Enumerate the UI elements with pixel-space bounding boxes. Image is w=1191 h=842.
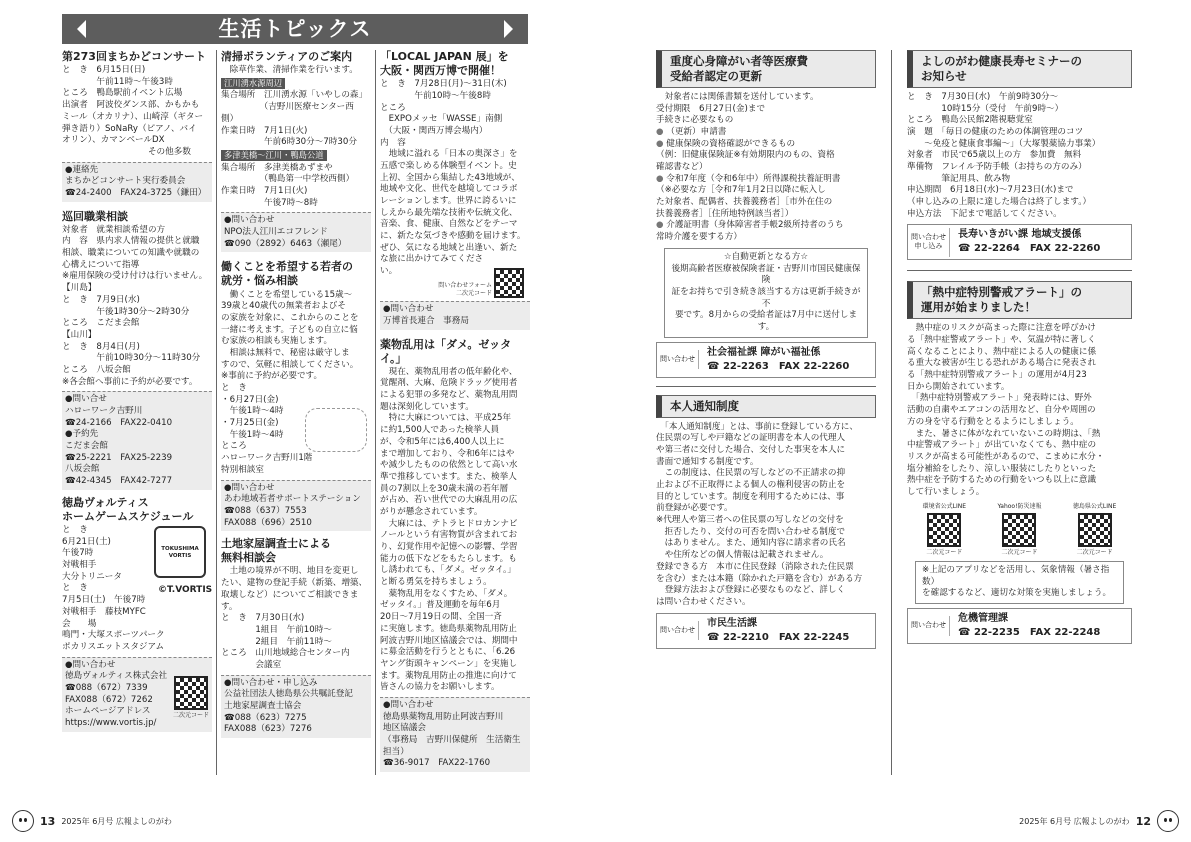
qr-pref-line: 徳島県公式LINE 二次元コード bbox=[1072, 502, 1117, 556]
cleanup-contact: ●問い合わせ NPO法人江川エコフレンド ☎090（2892）6463（瀬尾） bbox=[221, 212, 371, 252]
contact-label: 問い合わせ bbox=[657, 350, 699, 370]
heat-contact-box bbox=[907, 608, 1132, 644]
drug-body: 現在、薬物乱用者の低年齢化や、 覚醒剤、大麻、危険ドラッグ使用者 による犯罪の多発など、薬物乱用問 題は深刻化しています。 特に大麻については、平成25年 に約1,500人であった検挙人員 が、令和5年には6,400人以上に まで増加しており、令和6年にはや や減少したものの依然として高い水 準で推移しています。また、検挙人 員の7割以上を30歳未満の若年層 が占め、若い世代での大麻乱用の広 がりが懸念されています。 大麻には、テトラヒドロカンナビ ノールという有害物質が含まれてお り、幻覚作用や記憶への影響、学習 能力の低下などをもたらします。も し誘われても、「ダメ。ゼッタイ。」 と断る勇気を持ちましょう。 薬物乱用をなくすため、「ダメ。 ゼッタイ。」普及運動を毎年6月 20日〜7月19日の間、全国一斉 に実施します。徳島県薬物乱用防止 阿波吉野川地区協議会では、期間中 に募金活動を行うとともに、「6.26 ヤング街頭キャンペーン」を実施し ます。薬物乱用防止の推進に向けて 皆さんの協力をお願いします。 bbox=[380, 366, 518, 693]
notify-body: 「本人通知制度」とは、事前に登録している方に、 住民票の写しや戸籍などの証明書を本人の代理人 や第三者に交付した場合、交付した事実を本人に 書面で通知する制度です。 この制度は、住民票の写しなどの不正請求の抑 止および不正取得による個人の権利侵害の防止を 目的としています。制度を利用するためには、事 前登録が必要です。 ※代理人や第三者への住民票の写しなどの交付を 拒否したり、交付の可否を問い合わせる制度で はありません。また、通知内容に請求者の氏名 や住所などの個人情報は記載されません。 登録できる方 本市に住民登録（消除された住民票 を含む）または本籍（除かれた戸籍を含む）がある方 登録方法および登録に必要なものなど、詳しく は問い合わせください。 bbox=[656, 421, 863, 607]
vortis-qr-icon bbox=[174, 676, 208, 710]
contact-label: 問い合わせ bbox=[657, 621, 699, 641]
medical-item-2: ● 健康保険の資格確認ができるもの （例：旧健康保険証※有効期限内のもの、資格 確認書など） bbox=[656, 139, 876, 174]
seminar-contact-box bbox=[907, 224, 1132, 260]
qr-yahoo: Yahoo!防災速報 二次元コード bbox=[997, 502, 1042, 556]
medical-contact-box bbox=[656, 342, 876, 378]
footer-left bbox=[12, 810, 172, 832]
expo-qr-caption: 問い合わせフォーム 二次元コード bbox=[438, 281, 492, 297]
heat-article bbox=[907, 281, 1132, 644]
concert-body: と き 6月15日(日) 午前11時〜午後3時 ところ 鴨島駅前イベント広場 出演者 阿波佼ダンス部、かもかも ミール（オカリナ）、山崎淳（ギター 弾き語り）SoNaRy（ピアノ、バイ オリン）、カマンベールDX その他多数 bbox=[62, 65, 204, 157]
notify-article bbox=[656, 395, 876, 649]
medical-article bbox=[656, 50, 876, 378]
heat-contact: 危機管理課 ☎ 22-2235 FAX 22-2248 bbox=[958, 613, 1101, 638]
divider bbox=[216, 50, 217, 775]
cleanup-details-2: 集合場所 多津美橋あずまや （鴨島第一中学校西側） 作業日時 7月1日(火) 午後7時〜8時 bbox=[221, 162, 355, 208]
pref-line-qr-icon bbox=[1078, 513, 1112, 547]
vortis-qr-caption: 二次元コード bbox=[172, 711, 209, 719]
vortis-body: と き 6月21日(土) 午後7時 対戦相手 大分トリニータ と き 7月5日(土) 午後7時 対戦相手 藤枝MYFC 会 場 鳴門・大塚スポーツパーク ポカリスエットスタジアム bbox=[62, 525, 165, 652]
divider bbox=[656, 386, 876, 387]
land-body: 土地の境界が不明、地目を変更し たい、建物の登記手続（新築、増築、 取壊しなど）についてご相談できま す。 と き 7月30日(水) 1組目 午前10時〜 2組目 午前11時〜 ところ 山川地域総合センター内 会議室 bbox=[221, 566, 368, 670]
mascot-icon bbox=[1157, 810, 1179, 832]
notify-contact-box bbox=[656, 613, 876, 649]
land-article bbox=[221, 537, 371, 738]
column-5 bbox=[907, 50, 1132, 644]
medical-note: ☆自動更新となる方☆ 後期高齢者医療被保険者証・吉野川市国民健康保険 証をお持ちで引き続き該当する方は更新手続きが不 要です。8月からの受給者証は7月中に送付します。 bbox=[664, 248, 868, 338]
page-number-right: 12 bbox=[1135, 814, 1151, 828]
vortis-article bbox=[62, 496, 212, 732]
vortis-contact: ●問い合わせ 徳島ヴォルティス株式会社 ☎088（672）7339 FAX088（672）7262 ホームページアドレス https://www.vortis.jp/ bbox=[62, 657, 212, 732]
cleanup-article bbox=[221, 50, 371, 252]
seminar-article bbox=[907, 50, 1132, 260]
land-title: 土地家屋調査士による 無料相談会 bbox=[221, 537, 331, 565]
medical-item-1: ● （更新）申請書 bbox=[656, 127, 876, 139]
cleanup-location-tag-1: 江川湧水源周辺 bbox=[221, 78, 285, 89]
notify-contact: 市民生活課 ☎ 22-2210 FAX 22-2245 bbox=[707, 617, 850, 643]
work-body: 働くことを希望している15歳〜 39歳と40歳代の無業者およびそ の家族を対象に、これからのことを 一緒に考えます。子どもの自立に悩 む家族の相談も実施します。 相談は無料で、秘密は厳守しま すので、気軽に相談してください。 ※事前に予約が必要です。 と き ・6月27日(金) 午後1時〜4時 ・7月25日(金) 午後1時〜4時 ところ ハローワーク吉野川1階 特別相談室 bbox=[221, 289, 359, 475]
column-4 bbox=[656, 50, 876, 649]
drug-article bbox=[380, 338, 530, 773]
heat-title: 「熱中症特別警戒アラート」の 運用が始まりました！ bbox=[907, 281, 1132, 319]
vortis-logo: TOKUSHIMA VORTIS bbox=[154, 526, 206, 578]
medical-item-4: ● 介護証明書（身体障害者手帳2級所持者のうち 常時介護を要する方） bbox=[656, 220, 876, 243]
work-title: 働くことを希望する若者の 就労・悩み相談 bbox=[221, 260, 353, 288]
land-contact: ●問い合わせ・申し込み 公益社団法人徳島県公共嘱託登記 土地家屋調査士協会 ☎088（623）7275 FAX088（623）7276 bbox=[221, 675, 371, 738]
concert-article bbox=[62, 50, 212, 202]
contact-label: 問い合わせ bbox=[908, 616, 950, 636]
work-contact: ●問い合わせ あわ地域若者サポートステーション ☎088（637）7553 FAX088（696）2510 bbox=[221, 480, 371, 532]
expo-article bbox=[380, 50, 530, 330]
heat-qr-row bbox=[907, 503, 1132, 557]
mascot-illustration-icon bbox=[305, 408, 367, 452]
seminar-contact: 長寿いきがい課 地域支援係 ☎ 22-2264 FAX 22-2260 bbox=[958, 229, 1101, 255]
vortis-copyright: ©T.VORTIS bbox=[158, 584, 213, 595]
notify-title: 本人通知制度 bbox=[656, 395, 876, 418]
section-header: 生活トピックス bbox=[62, 14, 528, 44]
divider bbox=[891, 50, 892, 775]
cleanup-title: 清掃ボランティアのご案内 bbox=[221, 50, 353, 63]
seminar-title: よしのがわ健康長寿セミナーの お知らせ bbox=[907, 50, 1132, 88]
page-number-left: 13 bbox=[40, 814, 56, 828]
drug-title: 薬物乱用は「ダメ。ゼッタイ。」 bbox=[380, 337, 512, 365]
expo-contact: ●問い合わせ 万博首長連合 事務局 bbox=[380, 301, 530, 329]
seminar-body: と き 7月30日(水) 午前9時30分〜 10時15分（受付 午前9時〜） ところ 鴨島公民館2階視聴覚室 演 題 「毎日の健康のための体調管理のコツ 〜免疫と健康食事編〜」（大塚製薬協力事業） 対象者 市民で65歳以上の方 参加費 無料 準備物 フレイル予防手帳（お持ちの方のみ） 筆記用具、飲み物 申込期間 6月18日(水)〜7月23日(水)まで （申し込みの上限に達した場合は終了します。） 申込方法 下記まで電話してください。 bbox=[907, 91, 1101, 219]
vortis-title: 徳島ヴォルティス ホームゲームスケジュール bbox=[62, 495, 194, 523]
column-3 bbox=[380, 50, 530, 772]
job-contact: ●問い合せ ハローワーク吉野川 ☎24-2166 FAX22-0410 ●予約先 こだま会館 ☎25-2221 FAX25-2239 八坂会館 ☎42-4345 FAX42-7277 bbox=[62, 391, 212, 490]
cleanup-details-1: 集合場所 江川湧水源「いやしの森」 （吉野川医療センター西側） 作業日時 7月1日(火) 午前6時30分〜7時30分 bbox=[221, 90, 368, 148]
heat-body: 熱中症のリスクが高まった際に注意を呼びかけ る「熱中症警戒アラート」や、気温が特に著しく 高くなることにより、熱中症による人の健康に係 る重大な被害が生じる恐れがある場合に発表され る「熱中症特別警戒アラート」の運用が4月23 日から開始されています。 「熱中症特別警戒アラート」発表時には、野外 活動の自粛やエアコンの活用など、自分や周囲の 方の身を守る行動をとるようにしましょう。 また、暑さに体がなれていないこの時期は、「熱 中症警戒アラート」が出ていなくても、熱中症の リスクが高まる可能性があるので、こまめに水分・ 塩分補給をしたり、涼しい服装にしたりといった 熱中症を予防するための行動をいつも以上に意識 して行いましょう。 bbox=[907, 323, 1105, 497]
heat-note: ※上記のアプリなどを活用し、気象情報（暑さ指数） を確認するなど、適切な対策を実施しましょう。 bbox=[915, 561, 1124, 604]
medical-title: 重度心身障がい者等医療費 受給者認定の更新 bbox=[656, 50, 876, 88]
qr-env-line: 環境省公式LINE 二次元コード bbox=[922, 502, 967, 556]
cleanup-body: 除草作業、清掃作業を行います。 bbox=[221, 65, 358, 76]
concert-title: 第273回まちかどコンサート bbox=[62, 50, 206, 63]
job-title: 巡回職業相談 bbox=[62, 209, 128, 223]
divider bbox=[375, 50, 376, 775]
column-1 bbox=[62, 50, 212, 732]
footer-right bbox=[1019, 810, 1179, 832]
mascot-icon bbox=[12, 810, 34, 832]
expo-title: 「LOCAL JAPAN 展」を 大阪・関西万博で開催！ bbox=[380, 50, 509, 78]
issue-label-right: 2025年 6月号 広報よしのがわ bbox=[1019, 816, 1130, 826]
divider bbox=[907, 270, 1132, 271]
expo-body: と き 7月28日(月)〜31日(木) 午前10時〜午後8時 ところ EXPOメッセ「WASSE」南側 （大阪・関西万博会場内） 内 容 地域に溢れる「日本の奥深さ」を 五感で楽しめる体験型イベント。史 上初、全国から集結した43地域が、 地域や文化、世代を越境してコラボ レーションします。世界に誇るいに しえから最先端な技術や伝統文化、 音楽、食、健康、自然などをテーマ に、新たな気づきや感動を届けます。 ぜひ、気になる地域と出逢い、新た な旅に出かけてみてくださ い。 bbox=[380, 79, 526, 277]
work-article bbox=[221, 260, 371, 531]
issue-label-left: 2025年 6月号 広報よしのがわ bbox=[61, 816, 172, 826]
drug-contact: ●問い合わせ 徳島県薬物乱用防止阿波吉野川 地区協議会 （事務局 吉野川保健所 生活衛生担当） ☎36-9017 FAX22-1760 bbox=[380, 697, 530, 772]
medical-item-3: ● 令和7年度（令和6年中）所得課税扶養証明書 （※必要な方［令和7年1月2日以降に転入し た対象者、配偶者、扶養義務者］［市外在住の 扶養義務者］［住所地特例該当者］） bbox=[656, 174, 876, 221]
job-body: 対象者 就業相談希望の方 内 容 県内求人情報の提供と就職 相談、職業についての知識や就職の 心構えについて指導 ※雇用保険の受け付けは行いません。 【川島】 と き 7月9日(水) 午後1時30分〜2時30分 ところ こだま会館 【山川】 と き 8月4日(月) 午前10時30分〜11時30分 ところ 八坂会館 ※各会館へ事前に予約が必要です。 bbox=[62, 224, 208, 387]
env-line-qr-icon bbox=[927, 513, 961, 547]
medical-contact: 社会福祉課 障がい福祉係 ☎ 22-2263 FAX 22-2260 bbox=[707, 346, 850, 372]
yahoo-qr-icon bbox=[1002, 513, 1036, 547]
job-article bbox=[62, 210, 212, 490]
medical-body: 対象者には関係書類を送付しています。 受付期限 6月27日(金)まで 手続きに必要なもの bbox=[656, 91, 819, 126]
cleanup-location-tag-2: 多津美橋〜江川・鴨島公道 bbox=[221, 150, 327, 161]
column-2 bbox=[221, 50, 371, 738]
expo-qr-icon bbox=[494, 268, 524, 298]
contact-label: 問い合わせ 申し込み bbox=[908, 228, 950, 257]
concert-contact: ●連絡先 まちかどコンサート実行委員会 ☎24-2400 FAX24-3725（鎌田） bbox=[62, 162, 212, 202]
